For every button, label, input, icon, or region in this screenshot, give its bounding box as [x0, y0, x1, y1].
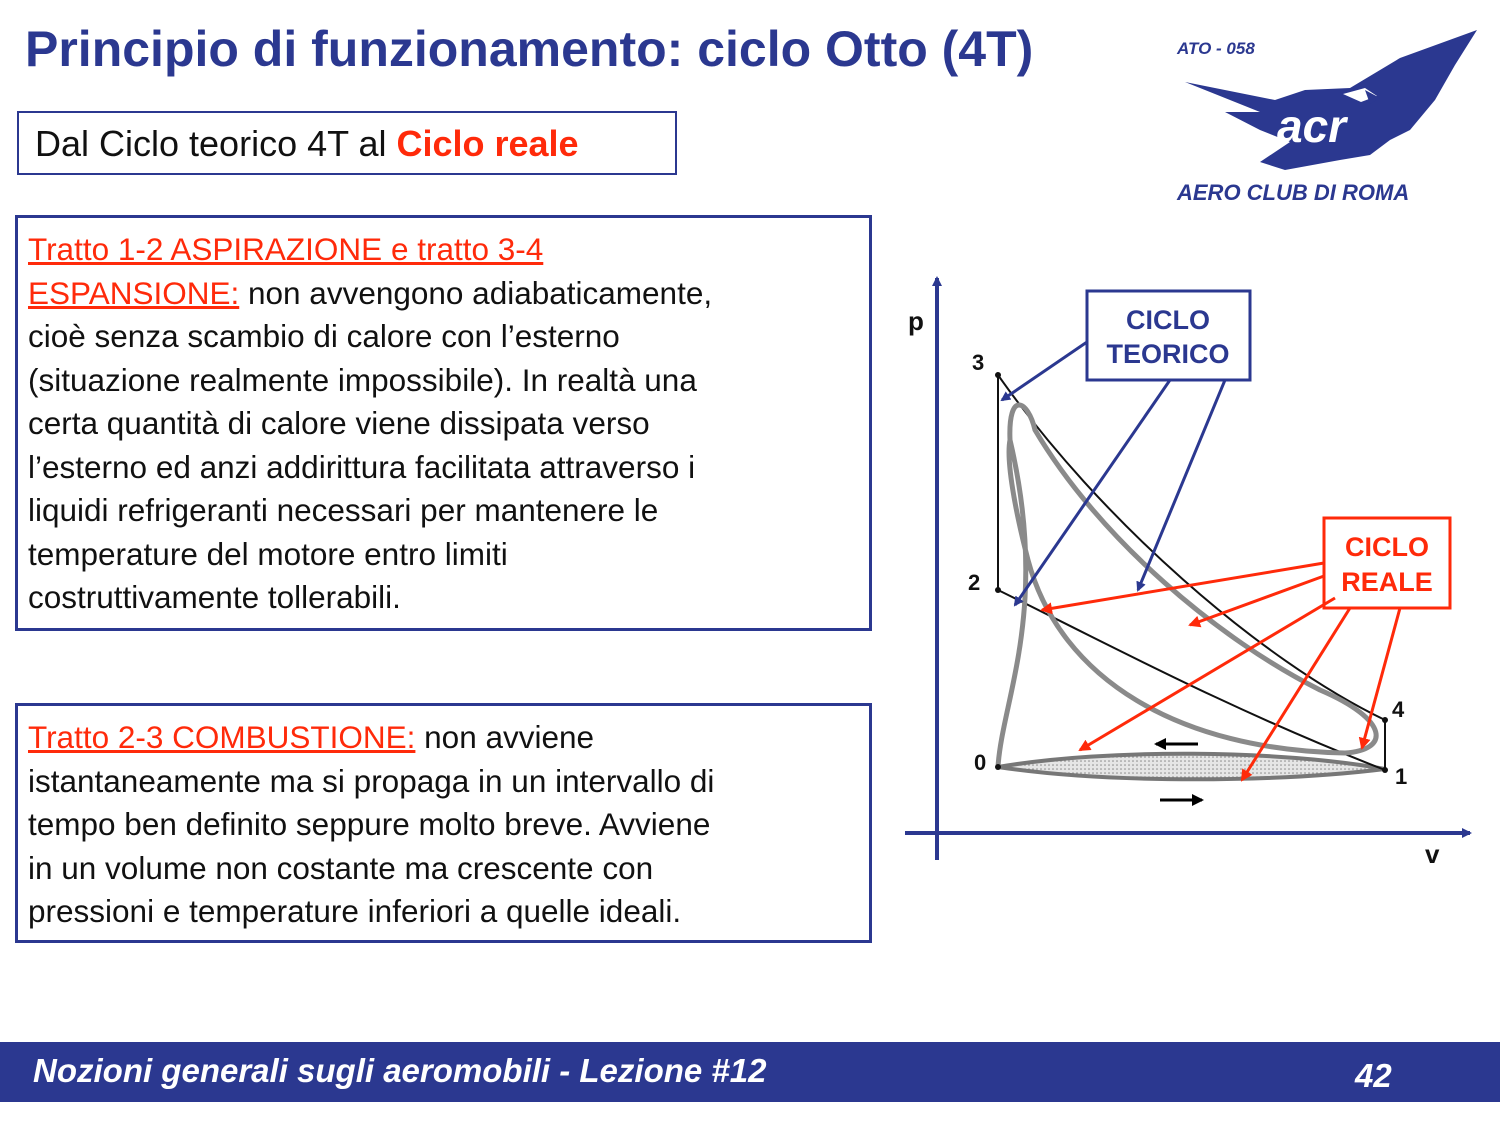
label-theoretical-line2: TEORICO [1106, 339, 1230, 369]
x-axis-label: v [1425, 839, 1440, 869]
point-label-4: 4 [1392, 697, 1405, 722]
label-real-line2: REALE [1341, 567, 1433, 597]
body-line: (situazione realmente impossibile). In realtà una [28, 361, 697, 398]
body-line: non avviene [415, 719, 595, 755]
logo-code: ATO - 058 [1177, 39, 1255, 58]
body-line: certa quantità di calore viene dissipata verso [28, 405, 650, 441]
body-line: liquidi refrigeranti necessari per mantenere le [28, 492, 659, 528]
point-label-1: 1 [1395, 764, 1408, 789]
body-line: tempo ben definito seppure molto breve. Avviene [28, 806, 711, 842]
logo-emblem: acr [1277, 100, 1347, 152]
subtitle-box [17, 111, 677, 175]
body-line: temperature del motore entro limiti [28, 535, 508, 572]
label-theoretical-line1: CICLO [1126, 305, 1210, 335]
point-label-2: 2 [968, 570, 981, 595]
body-line: istantaneamente ma si propaga in un intervallo di [28, 762, 715, 799]
text-box-combustion [15, 703, 872, 943]
heading-combustion: Tratto 2-3 COMBUSTIONE: [28, 719, 416, 755]
body-line: l’esterno ed anzi addirittura facilitata attraverso i [28, 448, 696, 485]
real-pointer [1362, 608, 1400, 748]
heading-aspiration: Tratto 1-2 ASPIRAZIONE e tratto 3-4 [28, 231, 544, 267]
point-label-0: 0 [974, 750, 987, 775]
heading-expansion: ESPANSIONE: [28, 274, 240, 311]
point-label-3: 3 [972, 350, 985, 375]
body-line: in un volume non costante ma crescente con [28, 849, 654, 886]
subtitle-highlight: Ciclo reale [396, 123, 579, 164]
theoretical-pointer [1002, 342, 1087, 400]
label-real-line1: CICLO [1345, 532, 1429, 562]
footer-title: Nozioni generali sugli aeromobili - Lezione #12 [33, 1052, 767, 1089]
logo-name: AERO CLUB DI ROMA [1177, 180, 1410, 205]
theoretical-pointer [1138, 380, 1225, 590]
real-pointer [1042, 563, 1324, 610]
pv-diagram [880, 260, 1500, 920]
body-line: pressioni e temperature inferiori a quelle ideali. [28, 893, 682, 929]
subtitle-prefix: Dal Ciclo teorico 4T al [35, 123, 397, 164]
page-title: Principio di funzionamento: ciclo Otto (4T) [25, 21, 1034, 77]
body-line: costruttivamente tollerabili. [28, 579, 401, 615]
aero-club-logo [1165, 30, 1485, 210]
body-line: cioè senza scambio di calore con l’esterno [28, 318, 620, 354]
pumping-loop [998, 754, 1385, 780]
page-number: 42 [1355, 1057, 1392, 1094]
y-axis-label: p [908, 306, 924, 336]
body-line: non avvengono adiabaticamente, [239, 274, 713, 311]
text-box-aspiration [15, 215, 872, 631]
